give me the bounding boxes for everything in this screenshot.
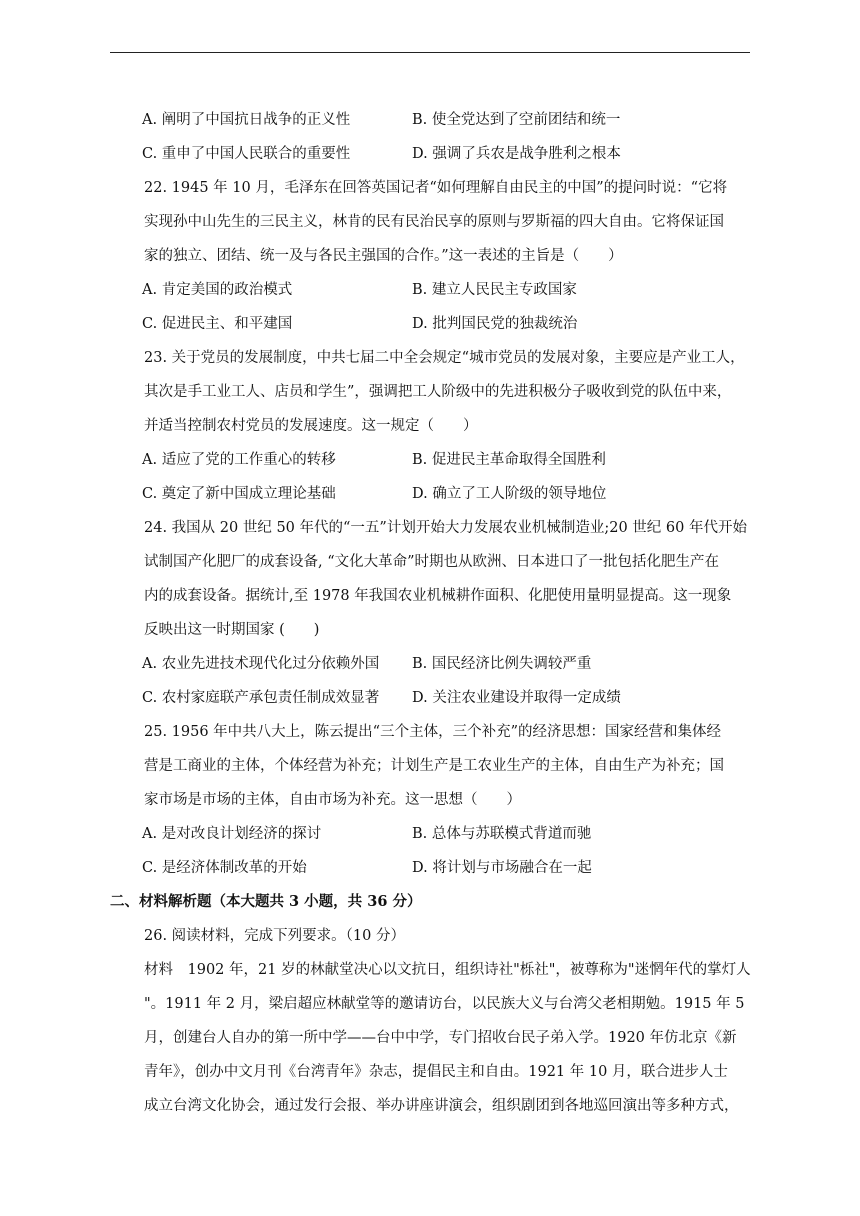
exam-content (110, 103, 760, 1123)
q22-option-b[interactable]: B. 建立人民民主专政国家 (412, 282, 577, 298)
q24-option-b[interactable]: B. 国民经济比例失调较严重 (412, 656, 592, 672)
q23-options-row-2 (110, 477, 760, 511)
q26-material-line-1: 材料 1902 年，21 岁的林献堂决心以文抗日，组织诗社"栎社"，被尊称为"迷惘年代的掌灯人 (144, 962, 751, 978)
q26-material-line-4: 青年》，创办中文月刊《台湾青年》杂志，提倡民主和自由。1921 年 10 月，联合进步人士 (144, 1064, 728, 1080)
q23-option-c[interactable]: C. 奠定了新中国成立理论基础 (142, 486, 336, 502)
q26-stem: 26. 阅读材料，完成下列要求。（10 分） (144, 928, 405, 944)
q26-material-line-2: "。1911 年 2 月，梁启超应林献堂等的邀请访台，以民族大义与台湾父老相期勉。1915 年 5 (144, 996, 745, 1012)
q25-option-c[interactable]: C. 是经济体制改革的开始 (142, 860, 307, 876)
q24-stem-line-1: 24. 我国从 20 世纪 50 年代的“一五”计划开始大力发展农业机械制造业;20 世纪 60 年代开始 (144, 520, 747, 536)
q24-options-row-2 (110, 681, 760, 715)
q24-option-a[interactable]: A. 农业先进技术现代化过分依赖外国 (142, 656, 380, 672)
q21-option-a[interactable]: A. 阐明了中国抗日战争的正义性 (142, 112, 351, 128)
q23-option-a[interactable]: A. 适应了党的工作重心的转移 (142, 452, 336, 468)
q23-stem-line-3: 并适当控制农村党员的发展速度。这一规定（ ） (144, 418, 478, 434)
q22-options-row-1 (110, 273, 760, 307)
q23-options-row-1 (110, 443, 760, 477)
q21-option-b[interactable]: B. 使全党达到了空前团结和统一 (412, 112, 621, 128)
q23-option-d[interactable]: D. 确立了工人阶级的领导地位 (412, 486, 607, 502)
q25-option-a[interactable]: A. 是对改良计划经济的探讨 (142, 826, 322, 842)
q25-option-b[interactable]: B. 总体与苏联模式背道而驰 (412, 826, 592, 842)
q21-option-c[interactable]: C. 重申了中国人民联合的重要性 (142, 146, 351, 162)
q23-option-b[interactable]: B. 促进民主革命取得全国胜利 (412, 452, 606, 468)
q22-stem-line-3: 家的独立、团结、统一及与各民主强国的合作。”这一表述的主旨是（ ） (144, 248, 623, 264)
q25-stem-line-1: 25. 1956 年中共八大上，陈云提出“三个主体，三个补充”的经济思想：国家经营和集体经 (144, 724, 722, 740)
q21-options-row-2 (110, 137, 760, 171)
q25-stem-line-3: 家市场是市场的主体，自由市场为补充。这一思想（ ） (144, 792, 521, 808)
q25-options-row-1 (110, 817, 760, 851)
q24-stem-line-3: 内的成套设备。据统计,至 1978 年我国农业机械耕作面积、化肥使用量明显提高。这一现象 (144, 588, 732, 604)
header-rule (110, 52, 750, 53)
q23-stem-line-1: 23. 关于党员的发展制度，中共七届二中全会规定“城市党员的发展对象，主要应是产业工人， (144, 350, 745, 366)
q21-options-row-1 (110, 103, 760, 137)
q22-option-a[interactable]: A. 肯定美国的政治模式 (142, 282, 293, 298)
section-2-heading: 二、材料解析题（本大题共 3 小题，共 36 分） (110, 893, 422, 910)
q26-material-line-3: 月，创建台人自办的第一所中学——台中中学，专门招收台民子弟入学。1920 年仿北京《新 (144, 1030, 737, 1046)
q22-options-row-2 (110, 307, 760, 341)
q24-options-row-1 (110, 647, 760, 681)
q25-option-d[interactable]: D. 将计划与市场融合在一起 (412, 860, 592, 876)
q24-stem-line-2: 试制国产化肥厂的成套设备, “文化大革命”时期也从欧洲、日本进口了一批包括化肥生产在 (144, 554, 720, 570)
q23-stem-line-2: 其次是手工业工人、店员和学生”，强调把工人阶级中的先进积极分子吸收到党的队伍中来， (144, 384, 732, 400)
q22-stem-line-2: 实现孙中山先生的三民主义，林肯的民有民治民享的原则与罗斯福的四大自由。它将保证国 (144, 214, 724, 230)
q21-option-d[interactable]: D. 强调了兵农是战争胜利之根本 (412, 146, 621, 162)
q22-option-c[interactable]: C. 促进民主、和平建国 (142, 316, 293, 332)
q25-options-row-2 (110, 851, 760, 885)
q24-stem-line-4: 反映出这一时期国家 ( ) (144, 622, 320, 638)
q24-option-c[interactable]: C. 农村家庭联产承包责任制成效显著 (142, 690, 380, 706)
q24-option-d[interactable]: D. 关注农业建设并取得一定成绩 (412, 690, 621, 706)
q22-stem-line-1: 22. 1945 年 10 月，毛泽东在回答英国记者“如何理解自由民主的中国”的提问时说：“它将 (144, 180, 728, 196)
q25-stem-line-2: 营是工商业的主体，个体经营为补充；计划生产是工农业生产的主体，自由生产为补充；国 (144, 758, 724, 774)
q26-material-line-5: 成立台湾文化协会，通过发行会报、举办讲座讲演会，组织剧团到各地巡回演出等多种方式， (144, 1098, 739, 1114)
q22-option-d[interactable]: D. 批判国民党的独裁统治 (412, 316, 578, 332)
